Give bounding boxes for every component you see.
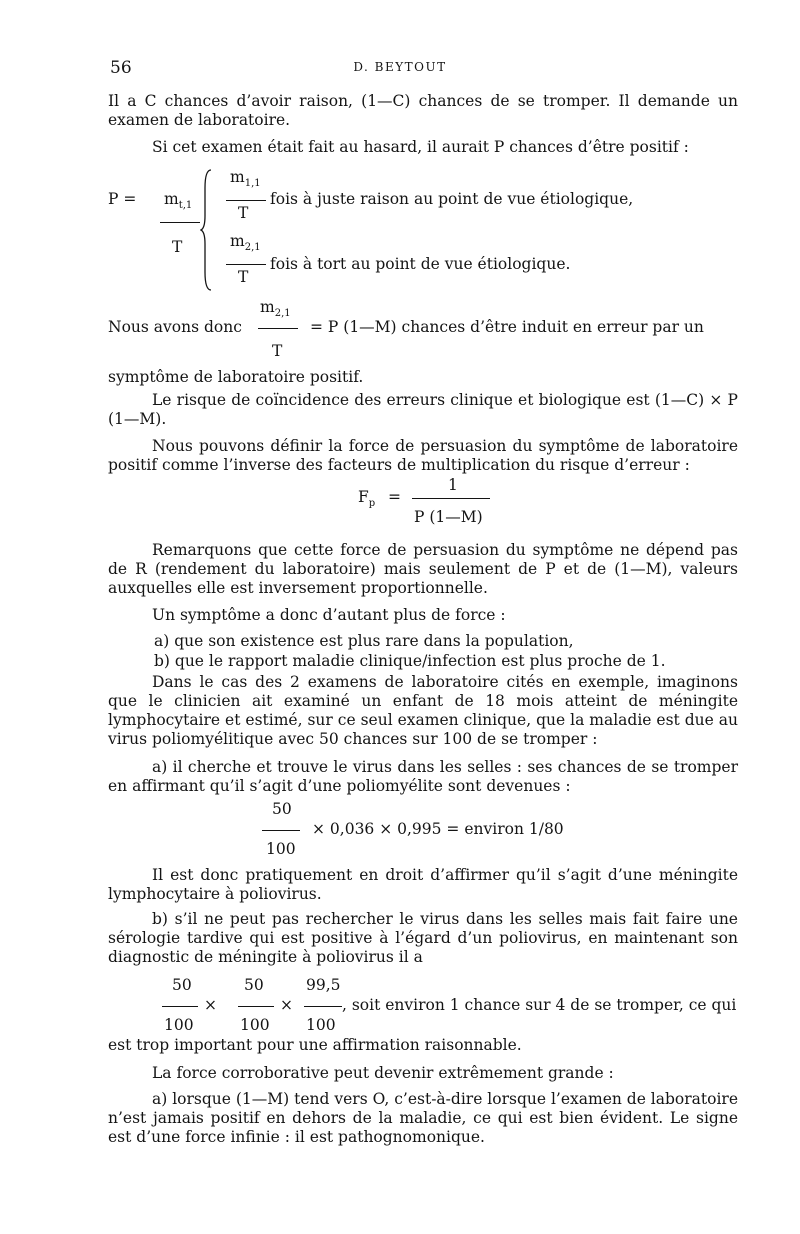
left-brace [200, 168, 214, 292]
paragraph: Un symptôme a donc d’autant plus de force : [152, 606, 506, 624]
formula-rest: , soit environ 1 chance sur 4 de se tromper, ce qui [342, 996, 737, 1014]
branch2-text: fois à tort au point de vue étiologique. [270, 255, 571, 273]
formula-numerator: 99,5 [306, 976, 341, 994]
formula-suffix: = P (1—M) chances d’être induit en erreur par un [310, 318, 704, 336]
paragraph: Remarquons que cette force de persuasion du symptôme ne dépend pas de R (rendement du laboratoire) mais seulement de P et de (1—M), valeurs auxquelles elle est inversement proportionnelle. [108, 541, 738, 597]
formula-lhs: P = [108, 190, 137, 208]
running-title: D. BEYTOUT [353, 60, 447, 74]
formula-numerator: 50 [244, 976, 264, 994]
formula-denominator: T [172, 238, 183, 256]
fraction-bar [160, 222, 200, 223]
paragraph: Nous pouvons définir la force de persuasion du symptôme de laboratoire positif comme l’inverse des facteurs de multiplication du risque d’erreur : [108, 437, 738, 474]
formula-numerator: 50 [172, 976, 192, 994]
fraction-bar [412, 498, 490, 499]
fraction-bar [262, 830, 300, 831]
branch2-denominator: T [238, 268, 249, 286]
list-item: b) que le rapport maladie clinique/infection est plus proche de 1. [154, 652, 666, 670]
fraction-bar [162, 1006, 198, 1007]
fraction-bar [226, 264, 266, 265]
formula-numerator: 1 [448, 476, 458, 494]
branch1-text: fois à juste raison au point de vue étiologique, [270, 190, 634, 208]
paragraph: La force corroborative peut devenir extrêmement grande : [152, 1064, 614, 1082]
paragraph: est trop important pour une affirmation raisonnable. [108, 1036, 522, 1054]
branch2-numerator: $m_{2,1}$ [230, 232, 261, 253]
paragraph: symptôme de laboratoire positif. [108, 368, 364, 386]
paragraph: Si cet examen était fait au hasard, il aurait P chances d’être positif : [152, 138, 689, 156]
paragraph: Il est donc pratiquement en droit d’affirmer qu’il s’agit d’une méningite lymphocytaire à poliovirus. [108, 866, 738, 903]
paragraph: Dans le cas des 2 examens de laboratoire cités en exemple, imaginons que le clinicien ait examiné un enfant de 18 mois atteint de méningite lymphocytaire et estimé, sur ce seul examen clinique, que la maladie est due au virus poliomyélitique avec 50 chances sur 100 de se tromper : [108, 673, 738, 748]
formula-numerator: $m_{t,1}$ [164, 190, 193, 211]
paragraph: Il a C chances d’avoir raison, (1—C) chances de se tromper. Il demande un examen de laboratoire. [108, 92, 738, 129]
fraction-bar [304, 1006, 342, 1007]
branch1-numerator: $m_{1,1}$ [230, 168, 261, 189]
fraction-bar [258, 328, 298, 329]
fraction-bar [238, 1006, 274, 1007]
formula-equals: = [388, 488, 401, 506]
paragraph: a) lorsque (1—M) tend vers O, c’est-à-dire lorsque l’examen de laboratoire n’est jamais positif en dehors de la maladie, ce qui est bien évident. Le signe est d’une force infinie : il est pathognomonique. [108, 1090, 739, 1146]
formula-denominator: 100 [240, 1016, 270, 1034]
branch1-denominator: T [238, 204, 249, 222]
paragraph: b) s’il ne peut pas rechercher le virus dans les selles mais fait faire une sérologie tardive qui est positive à l’égard d’un poliovirus, en maintenant son diagnostic de méningite à poliovirus il a [108, 910, 738, 966]
formula-denominator: 100 [164, 1016, 194, 1034]
formula-operator: × [280, 996, 293, 1014]
formula-denominator: 100 [266, 840, 296, 858]
formula-prefix: Nous avons donc [108, 318, 242, 336]
paragraph: Le risque de coïncidence des erreurs clinique et biologique est (1—C) × P (1—M). [108, 391, 738, 428]
formula-denominator: P (1—M) [414, 508, 483, 526]
formula-rest: × 0,036 × 0,995 = environ 1/80 [312, 820, 564, 838]
formula-lhs: $F_p$ [358, 488, 376, 509]
formula-numerator: $m_{2,1}$ [260, 298, 291, 319]
formula-denominator: 100 [306, 1016, 336, 1034]
formula-denominator: T [272, 342, 283, 360]
page-number: 56 [110, 58, 132, 78]
list-item: a) que son existence est plus rare dans la population, [154, 632, 574, 650]
fraction-bar [226, 200, 266, 201]
formula-operator: × [204, 996, 217, 1014]
paragraph: a) il cherche et trouve le virus dans les selles : ses chances de se tromper en affirmant qu’il s’agit d’une poliomyélite sont devenues : [108, 758, 738, 795]
formula-numerator: 50 [272, 800, 292, 818]
